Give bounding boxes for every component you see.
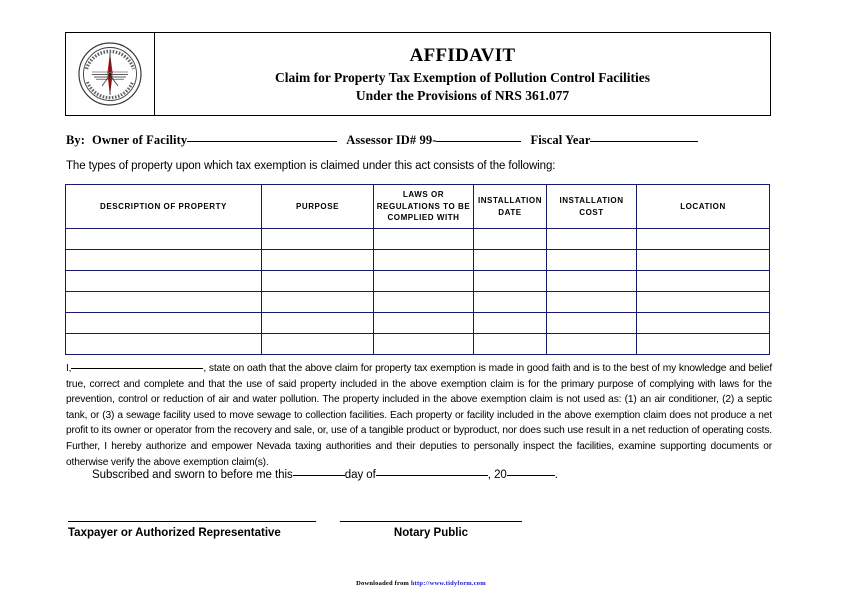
column-header-line: LAWS OR [402,190,445,200]
column-header-location [637,185,770,229]
table-cell[interactable] [66,292,262,313]
table-cell[interactable] [374,334,474,355]
table-row [66,229,770,250]
page-title: AFFIDAVIT [409,44,516,66]
table-cell[interactable] [637,313,770,334]
document-title-cell [155,33,770,115]
property-table-header [66,185,770,229]
notary-signature-label: Notary Public [393,527,469,539]
table-row [66,250,770,271]
table-cell[interactable] [374,292,474,313]
seal-logo-cell [66,33,155,115]
table-cell[interactable] [547,229,637,250]
affiant-name-input[interactable] [71,368,203,369]
table-cell[interactable] [374,229,474,250]
table-cell[interactable] [474,313,547,334]
table-cell[interactable] [374,250,474,271]
table-cell[interactable] [66,271,262,292]
notary-signature-block [340,521,522,539]
table-row [66,292,770,313]
owner-of-facility-label: Owner of Facility [92,133,188,147]
subscribed-label-part4: . [554,469,558,481]
subscribed-year-input[interactable] [507,475,555,476]
table-cell[interactable] [474,229,547,250]
subscribed-label-part3: , 20 [487,469,507,481]
table-cell[interactable] [374,313,474,334]
by-label: By: [66,133,86,147]
document-header-box [65,32,771,116]
column-header-line: COST [579,207,604,217]
table-cell[interactable] [374,271,474,292]
property-table [65,184,770,355]
table-cell[interactable] [474,271,547,292]
column-header-line: COMPLIED WITH [387,213,460,223]
table-cell[interactable] [637,334,770,355]
subscribed-sworn-line [92,469,558,481]
table-cell[interactable] [262,292,374,313]
table-cell[interactable] [262,334,374,355]
table-cell[interactable] [637,229,770,250]
assessor-id-label: Assessor ID# 99- [346,133,437,147]
table-cell[interactable] [262,271,374,292]
assessor-id-input[interactable] [436,141,521,142]
subscribed-label-part1: Subscribed and sworn to before me this [92,469,293,481]
table-cell[interactable] [474,334,547,355]
property-table-body [66,229,770,355]
subscribed-month-input[interactable] [376,475,488,476]
table-cell[interactable] [547,313,637,334]
column-header-description [66,185,262,229]
document-subtitle-line-2: Under the Provisions of NRS 361.077 [355,87,570,103]
owner-of-facility-input[interactable] [187,141,337,142]
fiscal-year-label: Fiscal Year [530,133,591,147]
table-cell[interactable] [637,271,770,292]
table-cell[interactable] [262,313,374,334]
taxpayer-signature-block [68,521,316,539]
column-header-line: DATE [498,207,522,217]
column-header-installation-date [474,185,547,229]
by-line-row [66,133,772,148]
table-cell[interactable] [637,250,770,271]
table-cell[interactable] [547,334,637,355]
table-cell[interactable] [474,250,547,271]
table-cell[interactable] [66,229,262,250]
column-header-line: INSTALLATION [477,195,543,205]
column-header-line: DESCRIPTION OF PROPERTY [100,201,227,211]
table-cell[interactable] [262,229,374,250]
county-assessor-seal-icon [77,41,143,107]
column-header-line: INSTALLATION [559,195,624,205]
table-cell[interactable] [547,292,637,313]
subscribed-label-part2: day of [344,469,376,481]
column-header-line: PURPOSE [296,201,339,211]
footer-attribution [0,580,842,587]
table-row [66,334,770,355]
table-cell[interactable] [262,250,374,271]
column-header-line: LOCATION [680,201,726,211]
table-cell[interactable] [66,250,262,271]
intro-text: The types of property upon which tax exemption is claimed under this act consists of the following: [66,160,556,172]
table-row [66,271,770,292]
table-header-row [66,185,770,229]
table-cell[interactable] [547,250,637,271]
table-row [66,313,770,334]
table-cell[interactable] [66,313,262,334]
table-cell[interactable] [66,334,262,355]
column-header-laws-regulations [374,185,474,229]
table-cell[interactable] [474,292,547,313]
affidavit-body-paragraph [66,361,772,470]
column-header-line: REGULATIONS TO BE [376,201,471,211]
fiscal-year-input[interactable] [590,141,698,142]
footer-prefix: Downloaded from [356,580,411,587]
subscribed-day-input[interactable] [293,475,345,476]
column-header-installation-cost [547,185,637,229]
table-cell[interactable] [637,292,770,313]
document-subtitle-line-1: Claim for Property Tax Exemption of Pollution Control Facilities [275,69,650,85]
taxpayer-signature-label: Taxpayer or Authorized Representative [68,527,281,539]
table-cell[interactable] [547,271,637,292]
affidavit-body-text: , state on oath that the above claim for property tax exemption is made in good faith and is to the best of my knowledge and belief true, correct and complete and that the use of said property included in the above exemption claim is for the primary purpose of complying with laws for the prevention, control or reduction of air and water pollution. The property included in the above exemption claim is not used as: (1) an air conditioner, (2) a septic tank, or (3) a sewage facility used to move sewage to collection facilities. Each property or facility included in the above exemption claim does not produce a net profit to its owner or operator from the recovery and sale, or, use of a tangible product or byproduct, nor does such use result in a net reduction of operating costs. Further, I hereby authorize and empower Nevada taxing authorities and their deputies to personally inspect the facilities, examine supporting documents or otherwise verify the above exemption claim(s). [66,363,772,468]
affidavit-lead-label: I, [66,363,72,374]
column-header-purpose [262,185,374,229]
footer-source-link[interactable]: http://www.tidyform.com [410,580,486,587]
